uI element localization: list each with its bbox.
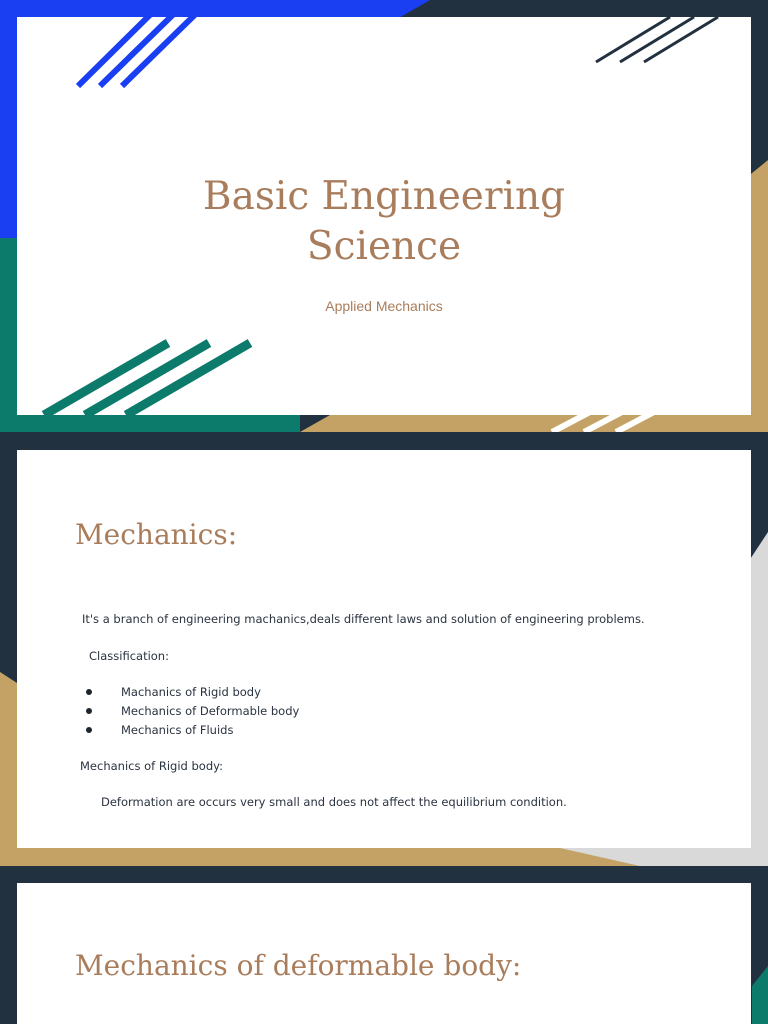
list-item — [86, 683, 299, 702]
slide-title — [0, 172, 768, 272]
slide-subtitle: Applied Mechanics — [325, 298, 443, 314]
rigid-body-text: Deformation are occurs very small and does not affect the equilibrium condition. — [101, 795, 567, 809]
title-slide — [0, 0, 768, 432]
bullet-icon — [86, 689, 92, 695]
mechanics-slide — [0, 432, 768, 866]
list-item — [86, 721, 299, 740]
title-block — [0, 172, 768, 314]
rigid-body-heading: Mechanics of Rigid body: — [80, 759, 223, 773]
classification-label: Classification: — [89, 649, 169, 663]
title-line-1: Basic Engineering — [202, 174, 566, 219]
bullet-icon — [86, 727, 92, 733]
bullet-icon — [86, 708, 92, 714]
deformable-body-slide — [0, 866, 768, 1024]
list-item — [86, 702, 299, 721]
deformable-heading: Mechanics of deformable body: — [75, 949, 522, 982]
mechanics-heading: Mechanics: — [75, 518, 238, 551]
deformable-slide-background — [0, 866, 768, 1024]
mechanics-intro-text: It's a branch of engineering machanics,deals different laws and solution of engineering problems. — [82, 612, 645, 626]
classification-list — [86, 683, 299, 740]
title-line-2: Science — [306, 224, 462, 269]
list-item-label: Machanics of Rigid body — [121, 685, 261, 699]
list-item-label: Mechanics of Deformable body — [121, 704, 300, 718]
list-item-label: Mechanics of Fluids — [121, 723, 234, 737]
